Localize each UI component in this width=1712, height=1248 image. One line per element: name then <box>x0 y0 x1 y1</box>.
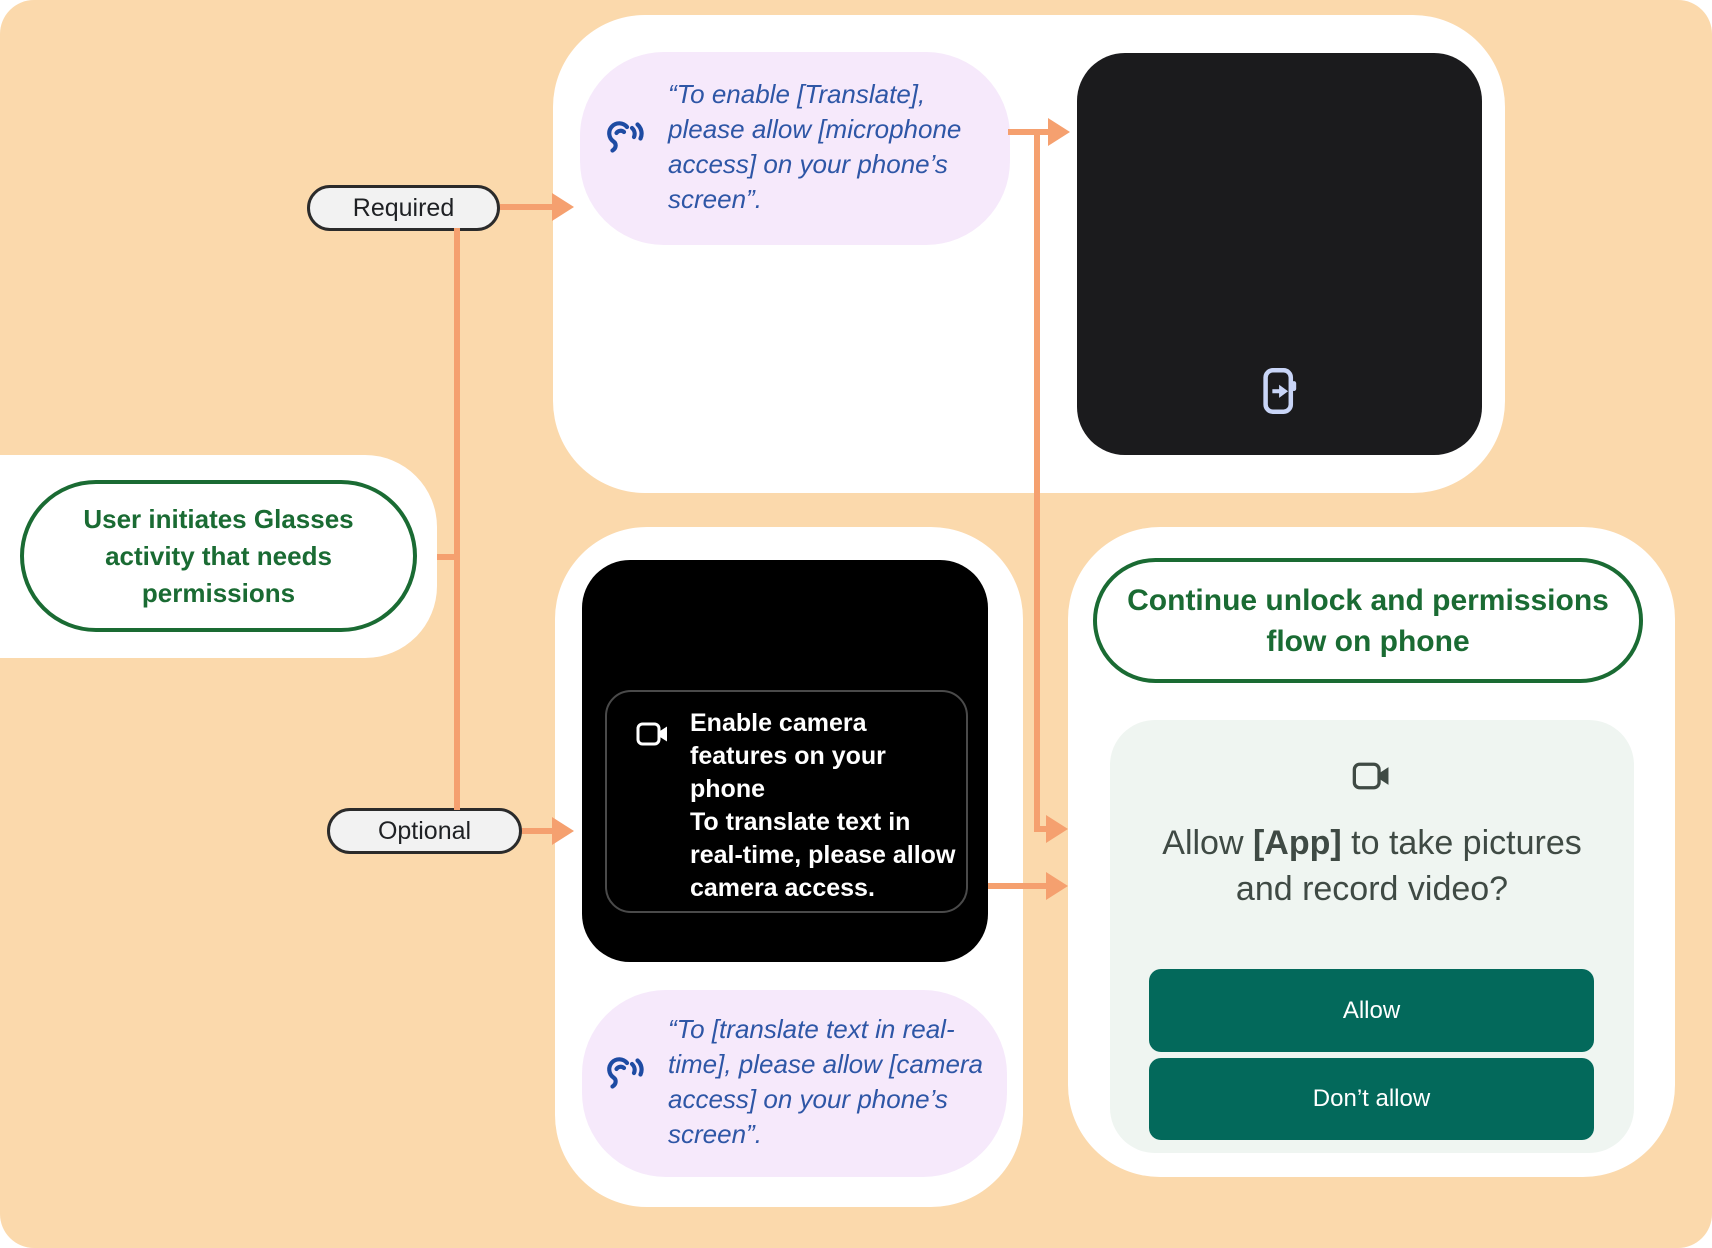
connector-bubble-to-phone-arrowhead <box>1048 118 1070 146</box>
phone-screen-placeholder <box>1077 53 1482 455</box>
permission-prompt <box>1137 820 1607 912</box>
hearing-icon <box>602 1056 648 1096</box>
voice-prompt-bubble-required <box>580 52 1010 245</box>
connector-required-to-phoneflow-vertical <box>1034 129 1040 829</box>
allow-button[interactable]: Allow <box>1149 969 1594 1052</box>
required-flow-card <box>553 15 1505 493</box>
required-label: Required <box>352 193 455 222</box>
permission-dialog <box>1110 720 1634 1153</box>
glasses-notification-title: Enable camera features on your phone <box>690 709 886 803</box>
glasses-notification <box>605 690 968 913</box>
start-node-label: User initiates Glasses activity that needs permissions <box>83 503 354 608</box>
optional-label-pill <box>327 808 522 854</box>
videocam-icon <box>636 720 670 748</box>
connector-glasses-to-phoneflow-arrowhead <box>1046 872 1068 900</box>
connector-required-arrowhead <box>552 193 574 221</box>
optional-flow-card <box>555 527 1023 1207</box>
start-node <box>20 480 417 632</box>
voice-prompt-text: “To enable [Translate], please allow [microphone access] on your phone’s screen”. <box>668 79 962 214</box>
connector-required-line <box>500 204 554 210</box>
prompt-app-token: [App] <box>1252 824 1342 862</box>
prompt-prefix: Allow <box>1162 824 1253 862</box>
continue-flow-node <box>1093 558 1643 683</box>
connector-optional-line <box>522 828 554 834</box>
voice-prompt-text: “To [translate text in real-time], please allow [camera access] on your phone’s screen”. <box>668 1014 984 1149</box>
connector-bubble-to-phone-line <box>1008 129 1050 135</box>
phone-flow-card <box>1068 527 1675 1177</box>
prompt-suffix: to take pictures and record video? <box>1235 824 1582 908</box>
open-on-phone-icon <box>1262 366 1298 416</box>
connector-required-to-phoneflow-arrowhead <box>1046 815 1068 843</box>
required-label-pill <box>307 185 500 231</box>
glasses-notification-text <box>690 707 958 905</box>
glasses-screen <box>582 560 988 962</box>
connector-branch-vertical <box>454 228 460 810</box>
glasses-notification-body: To translate text in real-time, please allow camera access. <box>690 808 956 902</box>
connector-glasses-to-phoneflow-line <box>988 883 1048 889</box>
start-node-card <box>0 455 437 658</box>
optional-label: Optional <box>377 816 472 845</box>
continue-flow-label: Continue unlock and permissions flow on phone <box>1127 583 1609 658</box>
connector-start-node-link <box>437 554 457 560</box>
connector-optional-arrowhead <box>552 817 574 845</box>
hearing-icon <box>602 120 648 160</box>
dont-allow-button[interactable]: Don’t allow <box>1149 1058 1594 1140</box>
videocam-icon <box>1352 760 1392 792</box>
voice-prompt-bubble-optional <box>582 990 1007 1177</box>
